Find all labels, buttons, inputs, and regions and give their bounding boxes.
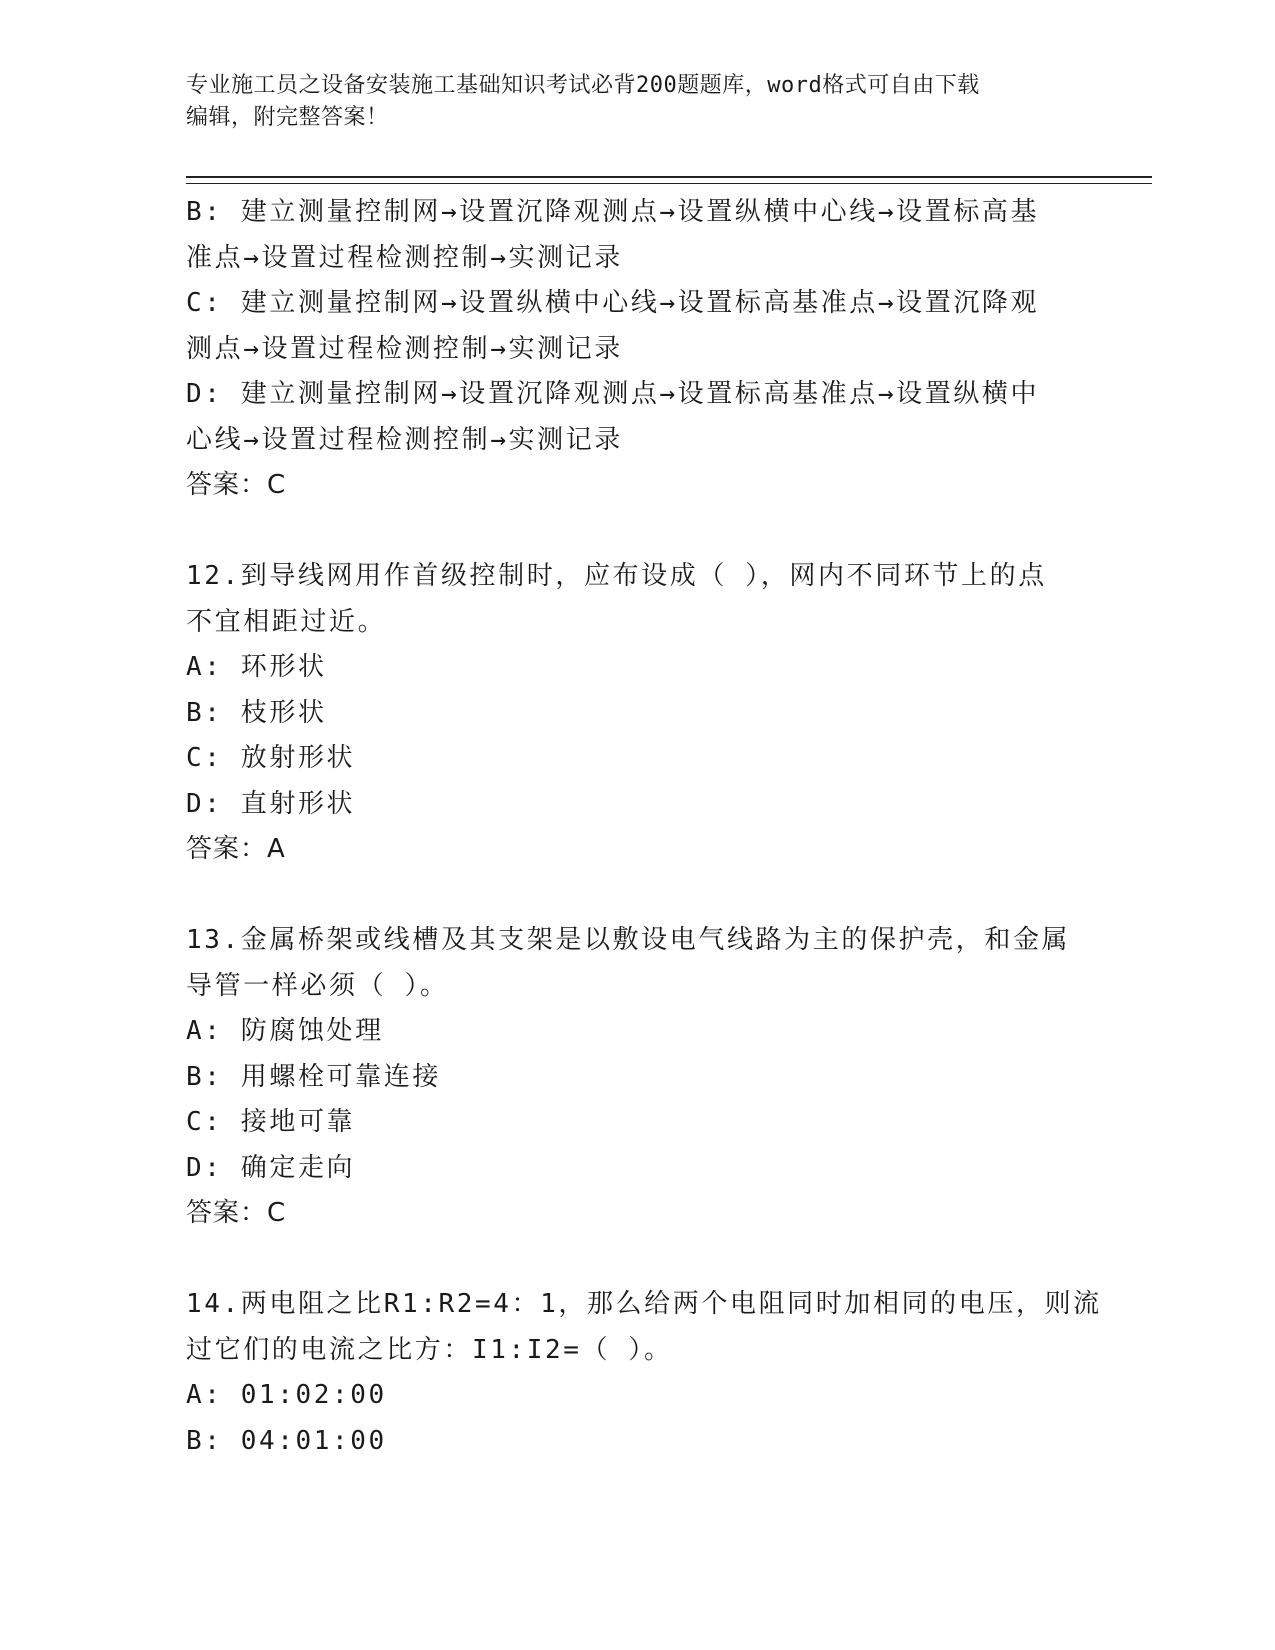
q11-option-d-line-1: D: 建立测量控制网→设置沉降观测点→设置标高基准点→设置纵横中 [186,379,1040,409]
q12-stem-line-2: 不宜相距过近。 [186,606,387,637]
q12-stem-line-1: 12.到导线网用作首级控制时，应布设成（ ），网内不同环节上的点 [186,561,1047,591]
q11-answer: 答案：C [186,470,287,500]
spacer [186,873,1086,919]
header-divider [186,176,1152,184]
q14-stem-line-2: 过它们的电流之比方：I1:I2=（ ）。 [186,1334,673,1365]
q13-option-a: A: 防腐蚀处理 [186,1016,384,1046]
q12-answer: 答案：A [186,834,286,864]
page-header [186,70,1086,134]
question-list [186,190,1102,1464]
spacer [186,509,1086,555]
q14-stem-line-1: 14.两电阻之比R1:R2=4：1，那么给两个电阻同时加相同的电压，则流 [186,1289,1102,1319]
q12-option-c: C: 放射形状 [186,743,356,773]
q12-option-b: B: 枝形状 [186,697,327,728]
question-14 [186,1282,1102,1464]
question-12 [186,554,1086,873]
q11-option-b-line-2: 准点→设置过程检测控制→实测记录 [186,242,623,273]
q13-answer: 答案：C [186,1198,287,1228]
header-title-line-1: 专业施工员之设备安装施工基础知识考试必背200题题库，word格式可自由下载 [186,73,980,98]
q11-option-c-line-1: C: 建立测量控制网→设置纵横中心线→设置标高基准点→设置沉降观 [186,288,1040,318]
q12-option-a: A: 环形状 [186,652,327,682]
document-page [186,0,1156,1650]
q11-option-d-line-2: 心线→设置过程检测控制→实测记录 [186,424,623,455]
q13-stem-line-1: 13.金属桥架或线槽及其支架是以敷设电气线路为主的保护壳，和金属 [186,925,1071,955]
q11-option-b-line-1: B: 建立测量控制网→设置沉降观测点→设置纵横中心线→设置标高基 [186,197,1040,227]
question-13 [186,918,1086,1237]
q13-option-c: C: 接地可靠 [186,1107,356,1137]
q13-option-b: B: 用螺栓可靠连接 [186,1061,441,1092]
spacer [186,1237,1086,1283]
header-title-line-2: 编辑，附完整答案！ [186,105,389,130]
q13-stem-line-2: 导管一样必须（ ）。 [186,970,449,1001]
q14-option-b: B: 04:01:00 [186,1425,387,1456]
q12-option-d: D: 直射形状 [186,788,356,819]
question-11 [186,190,1086,509]
q14-option-a: A: 01:02:00 [186,1380,387,1410]
q11-option-c-line-2: 测点→设置过程检测控制→实测记录 [186,333,623,364]
q13-option-d: D: 确定走向 [186,1152,356,1183]
